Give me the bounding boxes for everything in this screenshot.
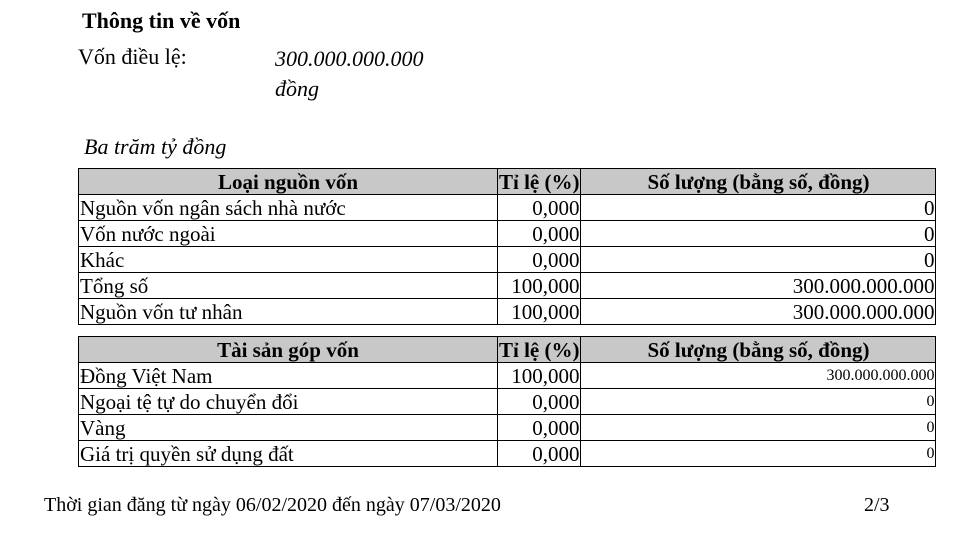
source-ratio: 0,000 (498, 221, 581, 247)
source-name: Nguồn vốn tư nhân (79, 299, 498, 325)
asset-ratio: 0,000 (498, 389, 581, 415)
table-row (79, 299, 936, 325)
table-header-row (79, 169, 936, 195)
header-ratio: Tỉ lệ (%) (499, 169, 580, 194)
asset-name: Ngoại tệ tự do chuyển đổi (79, 389, 498, 415)
source-ratio: 0,000 (498, 247, 581, 273)
source-name: Vốn nước ngoài (79, 221, 498, 247)
header-amount: Số lượng (bằng số, đồng) (581, 337, 936, 363)
table-header-row (79, 337, 936, 363)
asset-amount: 0 (581, 415, 936, 441)
posting-period: Thời gian đăng từ ngày 06/02/2020 đến ngày 07/03/2020 (44, 494, 501, 516)
table-row (79, 441, 936, 467)
asset-amount: 0 (581, 441, 936, 467)
table-row (79, 415, 936, 441)
header-amount: Số lượng (bằng số, đồng) (581, 169, 936, 195)
charter-capital-amount: 300.000.000.000 (275, 46, 424, 71)
table-row (79, 363, 936, 389)
asset-amount: 300.000.000.000 (581, 363, 936, 389)
source-ratio: 0,000 (498, 195, 581, 221)
asset-amount: 0 (581, 389, 936, 415)
table-row (79, 273, 936, 299)
source-name: Tổng số (79, 273, 498, 299)
table-row (79, 195, 936, 221)
charter-capital-unit: đồng (275, 76, 319, 101)
asset-name: Vàng (79, 415, 498, 441)
asset-ratio: 0,000 (498, 441, 581, 467)
section-title: Thông tin về vốn (82, 8, 241, 33)
table-row (79, 221, 936, 247)
source-amount: 300.000.000.000 (581, 273, 936, 299)
source-amount: 300.000.000.000 (581, 299, 936, 325)
source-ratio: 100,000 (498, 299, 581, 325)
header-ratio: Tỉ lệ (%) (499, 337, 580, 362)
page-number: 2/3 (864, 494, 890, 516)
charter-capital-in-words: Ba trăm tỷ đồng (84, 134, 227, 159)
source-amount: 0 (581, 247, 936, 273)
header-asset-type: Tài sản góp vốn (79, 337, 498, 363)
source-amount: 0 (581, 195, 936, 221)
charter-capital-label: Vốn điều lệ: (78, 44, 187, 69)
asset-ratio: 100,000 (498, 363, 581, 389)
charter-capital-value (275, 44, 475, 104)
capital-sources-table (78, 168, 936, 325)
source-ratio: 100,000 (498, 273, 581, 299)
source-name: Nguồn vốn ngân sách nhà nước (79, 195, 498, 221)
asset-name: Giá trị quyền sử dụng đất (79, 441, 498, 467)
contributed-assets-table (78, 336, 936, 467)
source-amount: 0 (581, 221, 936, 247)
asset-ratio: 0,000 (498, 415, 581, 441)
table-row (79, 389, 936, 415)
table-row (79, 247, 936, 273)
asset-name: Đồng Việt Nam (79, 363, 498, 389)
source-name: Khác (79, 247, 498, 273)
header-source-type: Loại nguồn vốn (79, 169, 498, 195)
